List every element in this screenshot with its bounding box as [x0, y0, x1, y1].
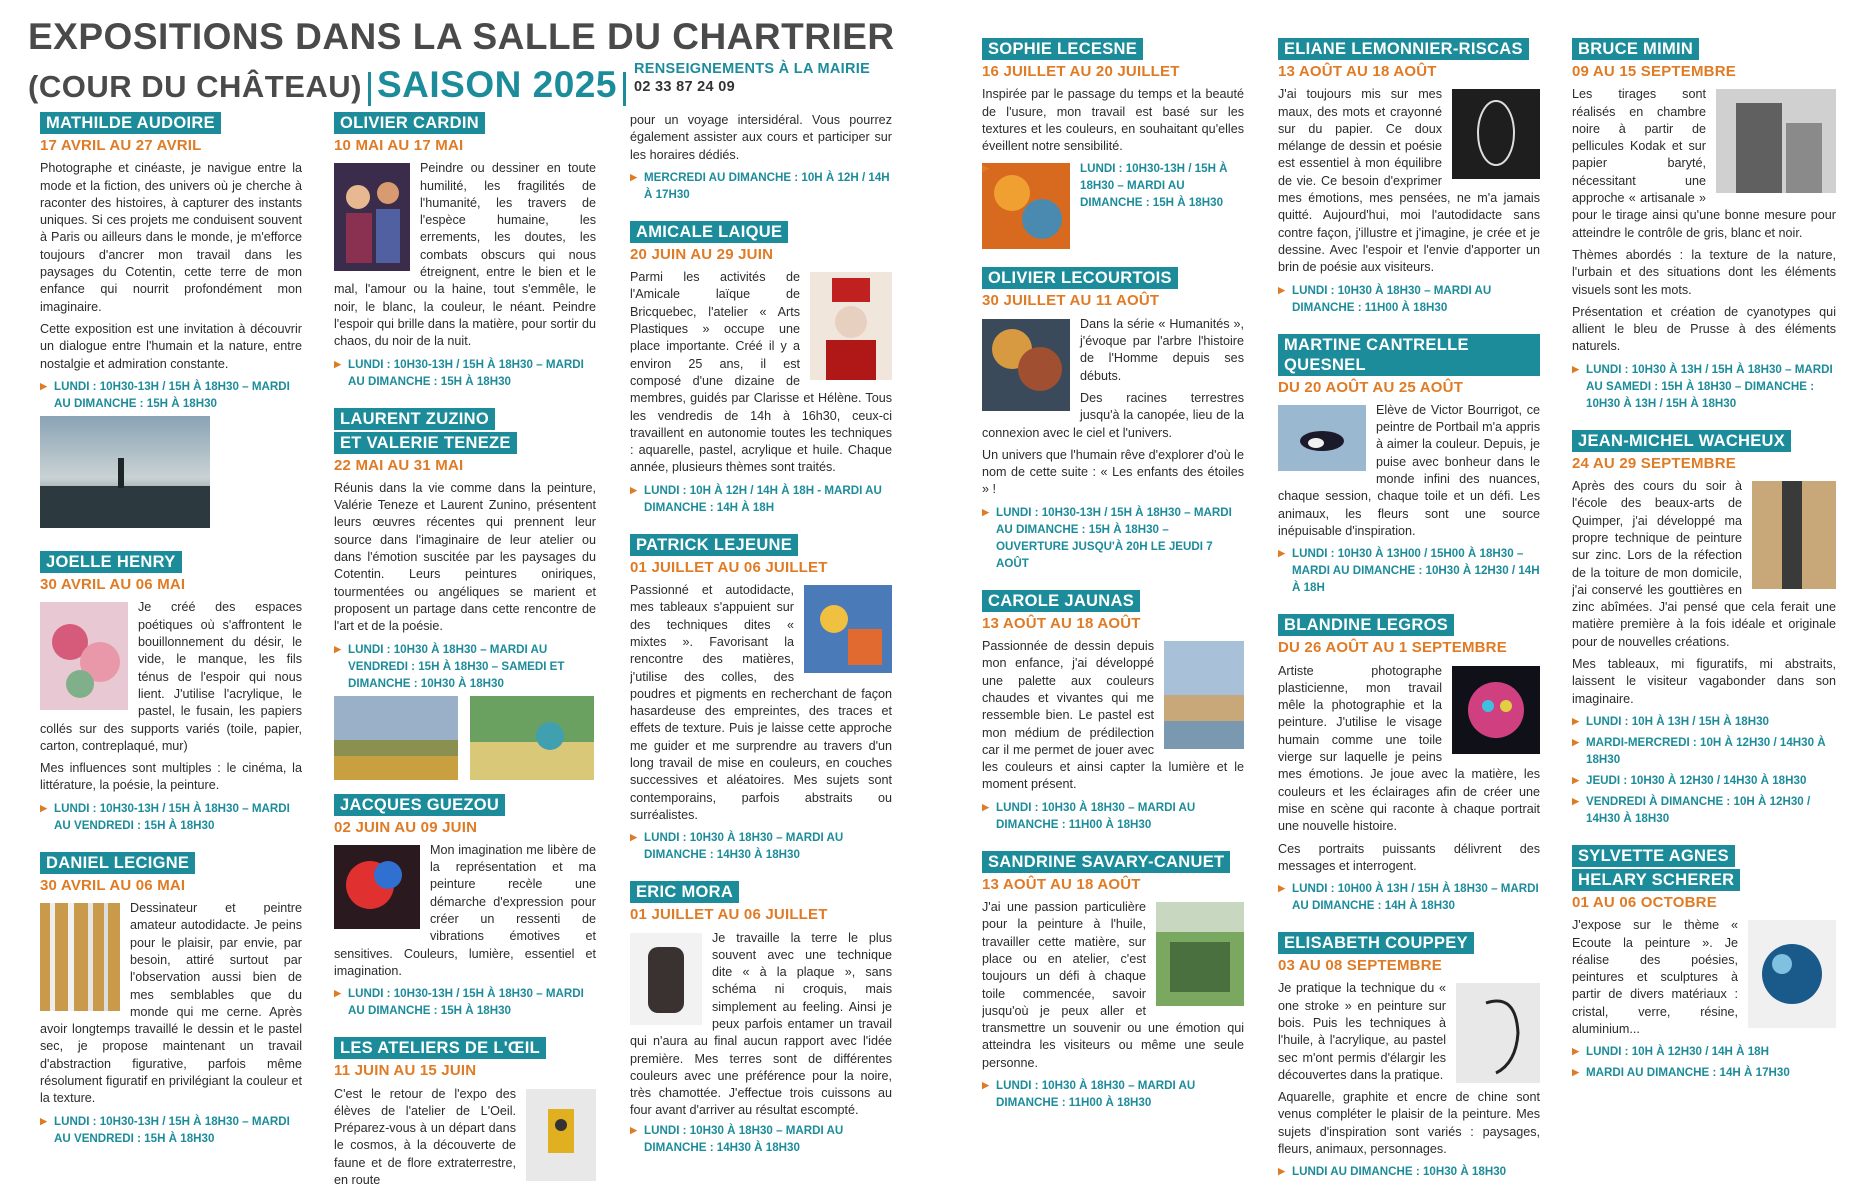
- clown-painting: [810, 272, 892, 380]
- exhibit-dates: DU 20 AOÛT AU 25 AOÛT: [1278, 378, 1464, 396]
- artist-name: MARTINE CANTRELLE QUESNEL: [1278, 334, 1540, 376]
- artist-name: JACQUES GUEZOU: [334, 794, 505, 816]
- magpie-painting: [1278, 405, 1366, 471]
- exhibit-hours: ▶ LUNDI : 10H À 12H30 / 14H À 18H: [1572, 1043, 1836, 1060]
- shell-drawing: [1452, 89, 1540, 179]
- blue-sculpture: [1748, 920, 1836, 1028]
- exhibit-hours: ▶ VENDREDI À DIMANCHE : 10H À 12H30 / 14H30 À 18H30: [1572, 793, 1836, 827]
- exhibit-text: Parmi les activités de l'Amicale laïque de Bricquebec, l'atelier « Arts Plastiques » occupe une place importante. Créé il y a environ 25 ans, il est composé d'une dizaine de membres, guidés par Clarisse et Hélène. Tous les vendredis de 14h à 16h30, ceux-ci travaillent en autonomie toutes les techniques : aquarelle, pastel, acrylique et huile. Chaque année, plusieurs thèmes sont traités.: [630, 270, 892, 475]
- exhibit-couppey: [1278, 932, 1540, 1184]
- exhibit-hours: ▶ LUNDI : 10H30-13H / 15H À 18H30 – MARDI AU DIMANCHE : 15H À 18H30 – OUVERTURE JUSQU'À 20H LE JEUDI 7 AOÛT: [982, 504, 1244, 572]
- artist-name: LES ATELIERS DE L'ŒIL: [334, 1037, 546, 1059]
- exhibit-text: Dessinateur et peintre amateur autodidacte. Je peins pour le plaisir, par envie, par besoin, attiré surtout par l'observation aussi bien de mes semblables que du monde qui me cerne. Après avoir longtemps travaillé le dessin et le pastel sec, je propose maintenant un travail d'abstraction figurative, parfois même résolument figuratif en privilégiant la couleur et la texture.: [40, 901, 302, 1106]
- garden-painting: [1156, 902, 1244, 1006]
- exhibit-hours: ▶ LUNDI : 10H30-13H / 15H À 18H30 – MARDI AU VENDREDI : 15H À 18H30: [40, 800, 302, 834]
- exhibit-dates: 24 AU 29 SEPTEMBRE: [1572, 454, 1736, 472]
- exhibit-hours: ▶ LUNDI AU DIMANCHE : 10H30 À 18H30: [1278, 1163, 1540, 1180]
- exhibit-text: Je pratique la technique du « one stroke » en peinture sur bois. Puis les techniques à l'huile, à l'acrylique, au pastel sec m'ont permis d'élargir les découvertes dans la pratique.: [1278, 981, 1446, 1082]
- exhibit-dates: 03 AU 08 SEPTEMBRE: [1278, 957, 1442, 975]
- exhibit-text: Inspirée par le passage du temps et la beauté de l'usure, mon travail est basé sur les textures et les couleurs, en souhaitant qu'elles éveillent notre sensibilité.: [982, 87, 1244, 154]
- exhibit-text: Mes tableaux, mi figuratifs, mi abstraits, laissent le visiteur vagabonder dans son imaginaire.: [1572, 657, 1836, 706]
- exhibit-zuzino: [334, 408, 596, 780]
- exhibit-hours: ▶ LUNDI : 10H30-13H / 15H À 18H30 – MARDI AU VENDREDI : 15H À 18H30: [40, 1113, 302, 1147]
- exhibit-quesnel: [1278, 334, 1540, 601]
- exhibit-text: J'expose sur le thème « Ecoute la peinture ». Je réalise des poésies, peintures et sculptures à partir de divers matériaux : cristal, verre, résine, aluminium...: [1572, 918, 1738, 1036]
- exhibit-text: Photographe et cinéaste, je navigue entre la mode et la fiction, des univers où je cherche à raconter des histoires, à capturer des instants uniques. Si ces projets me conduisent souvent à Paris ou ailleurs dans le monde, je m'efforce toujours d'ancrer mon travail dans les paysages du Cotentin, cette terre de mon enfance qui nourrit profondément mon imaginaire.: [40, 161, 302, 314]
- exhibit-mora: [630, 881, 892, 1160]
- season-label: SAISON 2025: [376, 64, 617, 105]
- page-title: EXPOSITIONS DANS LA SALLE DU CHARTRIER: [28, 16, 895, 57]
- exhibit-lecigne: [40, 852, 302, 1151]
- artist-name: BLANDINE LEGROS: [1278, 614, 1454, 636]
- artist-name: SYLVETTE AGNES: [1572, 845, 1735, 867]
- column-4: [982, 38, 1244, 1129]
- exhibit-scherer: [1572, 845, 1836, 1085]
- landscape-painting: [334, 696, 458, 780]
- exhibit-audoire: [40, 112, 302, 537]
- exhibit-dates: 13 AOÛT AU 18 AOÛT: [1278, 63, 1437, 80]
- info-label: RENSEIGNEMENTS À LA MAIRIE: [634, 61, 871, 77]
- mixed-media-painting: [804, 585, 892, 673]
- exhibit-dates: 30 JUILLET AU 11 AOÛT: [982, 292, 1160, 310]
- exhibit-hours: ▶ LUNDI : 10H30-13H / 15H À 18H30 – MARDI AU DIMANCHE : 15H À 18H30: [334, 356, 596, 390]
- exhibit-text: Je travaille la terre le plus souvent avec une technique dite « à la plaque », sans schéma ni croquis, mais simplement au feeling. Ainsi je peux parfois entamer un travail qui n'aura au final aucun rapport avec l'idée première. Mes terres sont de différentes couleurs avec une préférence pour la noire, très chamottée. J'effectue trois cuissons au four avant d'arriver au résultat escompté.: [630, 930, 892, 1118]
- exhibit-mimin: [1572, 38, 1836, 416]
- artist-name: ELISABETH COUPPEY: [1278, 932, 1474, 954]
- exhibit-guezou: [334, 794, 596, 1024]
- column-3: [630, 112, 892, 1174]
- exhibit-dates: 30 AVRIL AU 06 MAI: [40, 576, 186, 594]
- exhibit-text: Dans la série « Humanités », j'évoque par l'arbre l'histoire de l'Homme depuis ses débuts.: [1080, 316, 1244, 383]
- exhibit-dates: 11 JUIN AU 15 JUIN: [334, 1062, 477, 1080]
- tree-painting: [982, 319, 1070, 411]
- exhibit-text: J'ai toujours mis sur mes maux, des mots et crayonné sur du papier. Ce doux mélange de dessin et poésie est essentiel à mon équilibre de vie. Ce besoin d'exprimer mes émotions, mes pensées, ne m'a jamais quitté. Aujourd'hui, moi l'autodidacte sans contre façon, j'illustre et j'imagine, je crée et je dessine. Avec l'espoir et l'envie d'apporter un brin de poésie aux visiteurs.: [1278, 87, 1540, 275]
- exhibit-text: Ces portraits puissants délivrent des messages et interrogent.: [1278, 841, 1540, 873]
- portrait-drawing: [1456, 983, 1540, 1083]
- pastel-landscape: [1164, 641, 1244, 749]
- subtitle-location: (COUR DU CHÂTEAU): [28, 69, 362, 104]
- artist-name: SANDRINE SAVARY-CANUET: [982, 851, 1230, 873]
- divider: [623, 72, 626, 106]
- exhibit-lecourtois: [982, 267, 1244, 575]
- artist-name: JOELLE HENRY: [40, 551, 182, 573]
- exhibit-text: Des racines terrestres jusqu'à la canopée, lieu de la connexion avec le ciel et l'univers.: [982, 390, 1244, 440]
- info-block: [634, 60, 870, 96]
- robot-sculpture: [526, 1089, 596, 1181]
- exhibit-hours: ▶ LUNDI : 10H30-13H / 15H À 18H30 – MARDI AU DIMANCHE : 15H À 18H30: [40, 378, 302, 412]
- exhibit-text: Je créé des espaces poétiques où s'affrontent le bouillonnement du désir, le vide, le manque, les fils ténus de l'espoir qui nous lient. J'utilise l'acrylique, le pastel, le fusain, les papiers collés sur des supports variés (toile, papier, carton, contreplaqué, mur): [40, 600, 302, 753]
- exhibit-text: Mon imagination me libère de la représentation et ma peinture recèle une démarche d'expression pour créer un ressenti de vibrations émotives et sensitives. Couleurs, lumière, essentiel et imagination.: [334, 842, 596, 978]
- exhibit-dates: 30 AVRIL AU 06 MAI: [40, 876, 186, 894]
- exhibit-text: Passionnée de dessin depuis mon enfance, j'ai développé une palette aux couleurs chaudes et vivantes qui me ressemble bien. Le pastel est mon médium de prédilection car il me permet de jouer avec les couleurs et ainsi capter la lumière et le moment présent.: [982, 639, 1244, 792]
- exhibit-text: Présentation et création de cyanotypes qui allient le bleu de Prusse à des éléments naturels.: [1572, 304, 1836, 354]
- exhibit-cardin: [334, 112, 596, 394]
- artist-name: MATHILDE AUDOIRE: [40, 112, 221, 134]
- exhibit-amicale: [630, 221, 892, 520]
- info-phone: 02 33 87 24 09: [634, 79, 735, 95]
- exhibit-hours: ▶ LUNDI : 10H30 À 18H30 – MARDI AU DIMANCHE : 11H00 À 18H30: [1278, 282, 1540, 316]
- exhibit-hours: ▶ LUNDI : 10H30-13H / 15H À 18H30 – MARDI AU DIMANCHE : 15H À 18H30: [982, 160, 1244, 211]
- exhibit-text: Passionné et autodidacte, mes tableaux s'appuient sur des techniques dites « mixtes ». Favorisant la rencontre des matières, j'utilise des colles, des poudres et pigments en recherchant de façon hasardeuse des empreintes, des traces et effets de texture. Puis je laisse cette approche me guider et me surprendre au travers d'un long travail de mise en couleurs, en couches successives et aléatoires. Mes sujets sont contemporains, parfois abstraits ou surréalistes.: [630, 583, 892, 822]
- exhibit-hours: ▶ LUNDI : 10H30 À 18H30 – MARDI AU DIMANCHE : 14H30 À 18H30: [630, 829, 892, 863]
- birch-painting: [40, 903, 120, 1011]
- artist-name: HELARY SCHERER: [1572, 869, 1740, 891]
- exhibit-oeil: [334, 1037, 596, 1194]
- exhibit-legros: [1278, 614, 1540, 918]
- exhibit-hours: ▶ LUNDI : 10H À 13H / 15H À 18H30: [1572, 713, 1836, 730]
- exhibit-text: Peindre ou dessiner en toute humilité, les fragilités de l'humanité, les travers de l'espèce humaine, les errements, les doutes, les combats obscurs qui nous étreignent, entre le bien et le mal, l'amour ou la haine, tout s'emmêle, le noir, le blanc, la couleur, le néant. Peindre l'espoir qui brille dans la matière, pour sortir du chaos, du noir de la nuit.: [334, 161, 596, 349]
- exhibit-hours: ▶ LUNDI : 10H30 À 18H30 – MARDI AU DIMANCHE : 14H30 À 18H30: [630, 1122, 892, 1156]
- exhibit-text: Artiste photographe plasticienne, mon travail mêle la photographie et la peinture. J'utilise le visage humain comme une toile vierge sur laquelle je peins mes émotions. Je joue avec la matière, les couleurs et les éclairages afin de créer une mise en scène qui raconte à chaque portrait une nouvelle histoire.: [1278, 663, 1540, 834]
- figures-painting: [334, 163, 410, 271]
- exhibit-hours: ▶ LUNDI : 10H30 À 13H00 / 15H00 À 18H30 – MARDI AU DIMANCHE : 10H30 À 12H30 / 14H À 18H: [1278, 545, 1540, 596]
- exhibit-hours: ▶ LUNDI : 10H30-13H / 15H À 18H30 – MARDI AU DIMANCHE : 15H À 18H30: [334, 985, 596, 1019]
- exhibit-lejeune: [630, 534, 892, 867]
- exhibit-dates: 01 JUILLET AU 06 JUILLET: [630, 558, 828, 576]
- exhibit-text: Elève de Victor Bourrigot, ce peintre de Portbail m'a appris à aimer la couleur. Depuis, je puise avec bonheur dans le monde infini des nuances, chaque session, chaque toile et un défi. Les animaux, les fleurs sont une source inépuisable d'inspiration.: [1278, 402, 1540, 538]
- exhibit-text: Après des cours du soir à l'école des beaux-arts de Quimper, j'ai développé ma propre technique de peinture sur zinc. Lors de la réfection de la toiture de mon domicile, j'ai conservé les gouttières en zinc abîmées. J'ai pensé que cela ferait une matière première à la fois idéale et originale pour de nouvelles créations.: [1572, 479, 1836, 649]
- exhibit-hours: ▶ LUNDI : 10H30 À 18H30 – MARDI AU DIMANCHE : 11H00 À 18H30: [982, 799, 1244, 833]
- exhibit-dates: 13 AOÛT AU 18 AOÛT: [982, 875, 1141, 893]
- exhibit-text: Cette exposition est une invitation à découvrir un dialogue entre l'humain et la nature, entre nostalgie et admiration constante.: [40, 321, 302, 371]
- artist-name: DANIEL LECIGNE: [40, 852, 195, 874]
- ceramic-sculpture: [630, 933, 702, 1025]
- exhibit-text: Réunis dans la vie comme dans la peinture, Valérie Teneze et Laurent Zunino, présentent leurs œuvres récentes qui prennent leur source dans l'imaginaire de leur atelier ou dans l'émotion suscitée par les paysages du Cotentin. Leurs peintures oniriques, tourmentées ou angéliques se marient et proposent un partage dans cette rencontre de l'art et de la poésie.: [334, 480, 596, 634]
- artist-name: SOPHIE LECESNE: [982, 38, 1143, 60]
- exhibit-riscas: [1278, 38, 1540, 320]
- artist-name: JEAN-MICHEL WACHEUX: [1572, 430, 1791, 452]
- abstract-painting: [334, 845, 420, 929]
- exhibit-hours: ▶ MARDI AU DIMANCHE : 14H À 17H30: [1572, 1064, 1836, 1081]
- exhibit-oeil-continued: [630, 112, 892, 207]
- column-2: [334, 112, 596, 1200]
- column-6: [1572, 38, 1836, 1099]
- exhibit-dates: 01 JUILLET AU 06 JUILLET: [630, 906, 828, 924]
- exhibit-hours: ▶ LUNDI : 10H30 À 18H30 – MARDI AU VENDREDI : 15H À 18H30 – SAMEDI ET DIMANCHE : 10H30 À 18H30: [334, 641, 596, 692]
- exhibit-dates: 22 MAI AU 31 MAI: [334, 456, 464, 474]
- exhibit-text: J'ai une passion particulière pour la peinture à l'huile, travailler cette matière, sur place ou en atelier, c'est toujours un défi à chaque toile commencée, savoir jusqu'où je peux aller et transmettre un souvenir ou une émotion qui atteindra les visiteurs ou même une seule personne.: [982, 900, 1244, 1070]
- exhibit-text: pour un voyage intersidéral. Vous pourrez également assister aux cours et participer sur les horaires dédiés.: [630, 113, 892, 162]
- artist-name: AMICALE LAIQUE: [630, 221, 788, 243]
- artist-name: CAROLE JAUNAS: [982, 590, 1140, 612]
- exhibit-text: Un univers que l'humain rêve d'explorer d'où le nom de cette suite : « Les enfants des étoiles » !: [982, 447, 1244, 497]
- exhibit-dates: 01 AU 06 OCTOBRE: [1572, 893, 1717, 911]
- exhibit-dates: 17 AVRIL AU 27 AVRIL: [40, 137, 202, 154]
- column-1: [40, 112, 302, 1165]
- exhibit-text: Aquarelle, graphite et encre de chine sont venus compléter le plaisir de la peinture. Mes sujets d'inspiration sont variés : paysages, fleurs, animaux, personnages.: [1278, 1090, 1540, 1157]
- exhibit-hours: ▶ MERCREDI AU DIMANCHE : 10H À 12H / 14H À 17H30: [630, 169, 892, 203]
- artist-name: ELIANE LEMONNIER-RISCAS: [1278, 38, 1529, 60]
- exhibit-dates: 09 AU 15 SEPTEMBRE: [1572, 63, 1736, 80]
- painted-face-photo: [1452, 666, 1540, 754]
- exhibit-text: C'est le retour de l'expo des élèves de l'atelier de L'Oeil. Préparez-vous à un départ dans le cosmos, à la découverte de faune et de flore extraterrestre, en route: [334, 1086, 516, 1187]
- exhibit-dates: 20 JUIN AU 29 JUIN: [630, 245, 774, 263]
- exhibit-henry: [40, 551, 302, 838]
- exhibit-hours: ▶ LUNDI : 10H00 À 13H / 15H À 18H30 – MARDI AU DIMANCHE : 14H À 18H30: [1278, 880, 1540, 914]
- exhibit-savary: [982, 851, 1244, 1115]
- exhibit-dates: 13 AOÛT AU 18 AOÛT: [982, 614, 1141, 632]
- exhibit-text: [630, 930, 892, 1120]
- landscape-painting: [470, 696, 594, 780]
- column-5: [1278, 38, 1540, 1198]
- artist-name: OLIVIER CARDIN: [334, 112, 485, 134]
- divider: [368, 72, 371, 106]
- flower-painting: [40, 602, 128, 710]
- exhibit-hours: ▶ LUNDI : 10H À 12H / 14H À 18H - MARDI AU DIMANCHE : 14H À 18H: [630, 482, 892, 516]
- exhibit-text: Les tirages sont réalisés en chambre noire à partir de pellicules Kodak et sur papier baryté, nécessitant une approche « artisanale » pour le tirage ainsi qu'une bonne mesure pour atteindre le contrôle de gris, blanc et noir.: [1572, 87, 1836, 240]
- artist-name: ERIC MORA: [630, 881, 739, 903]
- page-subtitle: [28, 64, 632, 106]
- artist-name: PATRICK LEJEUNE: [630, 534, 798, 556]
- artist-name: OLIVIER LECOURTOIS: [982, 267, 1178, 289]
- exhibit-dates: 10 MAI AU 17 MAI: [334, 137, 464, 154]
- exhibit-hours: ▶ LUNDI : 10H30 À 18H30 – MARDI AU DIMANCHE : 11H00 À 18H30: [982, 1077, 1244, 1111]
- exhibit-wacheux: [1572, 430, 1836, 831]
- image-row: [334, 696, 596, 780]
- exhibit-lecesne: [982, 38, 1244, 253]
- artist-name: ET VALERIE TENEZE: [334, 432, 517, 454]
- artist-name: BRUCE MIMIN: [1572, 38, 1699, 60]
- exhibit-jaunas: [982, 590, 1244, 837]
- exhibit-text: Mes influences sont multiples : le cinéma, la littérature, la poésie, la peinture.: [40, 761, 302, 793]
- exhibit-hours: ▶ MARDI-MERCREDI : 10H À 12H30 / 14H30 À 18H30: [1572, 734, 1836, 768]
- exhibit-dates: 02 JUIN AU 09 JUIN: [334, 818, 478, 836]
- zinc-painting: [1752, 481, 1836, 589]
- exhibit-dates: DU 26 AOÛT AU 1 SEPTEMBRE: [1278, 639, 1507, 657]
- exhibit-text: Thèmes abordés : la texture de la nature, l'urbain et des situations dont les éléments visuels sont les mots.: [1572, 247, 1836, 297]
- exhibit-hours: ▶ JEUDI : 10H30 À 12H30 / 14H30 À 18H30: [1572, 772, 1836, 789]
- artist-name: LAURENT ZUZINO: [334, 408, 495, 430]
- seashore-photo: [40, 416, 210, 528]
- building-photo: [1716, 89, 1836, 193]
- exhibit-dates: 16 JUILLET AU 20 JUILLET: [982, 63, 1180, 80]
- exhibit-hours: ▶ LUNDI : 10H30 À 13H / 15H À 18H30 – MARDI AU SAMEDI : 15H À 18H30 – DIMANCHE : 10H30 À 13H / 15H À 18H30: [1572, 361, 1836, 412]
